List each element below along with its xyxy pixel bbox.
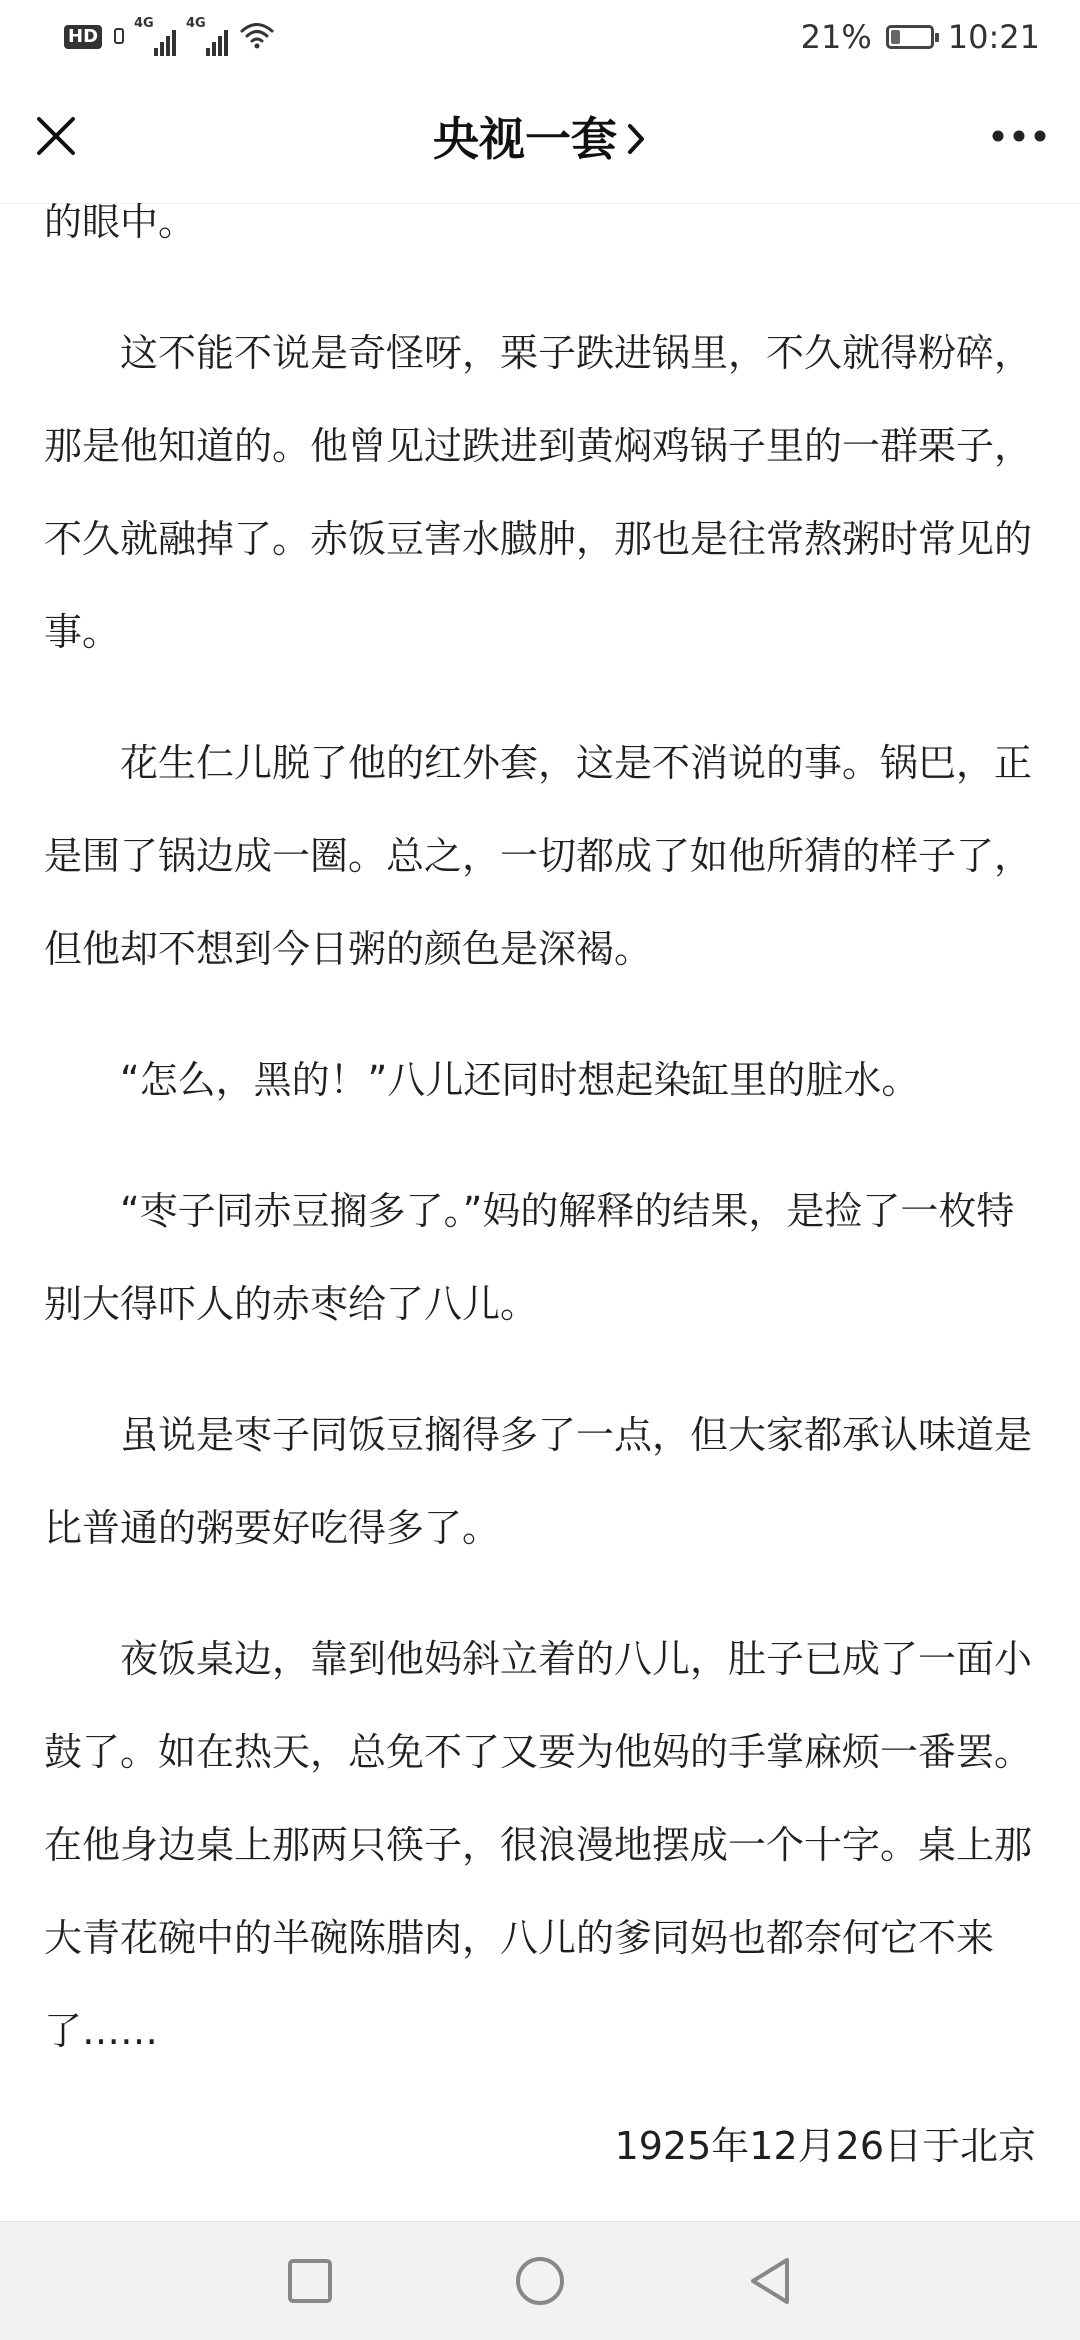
home-button[interactable]	[510, 2251, 570, 2311]
battery-percent: 21%	[800, 18, 872, 56]
triangle-back-icon	[747, 2256, 793, 2306]
network-label-2: 4G	[186, 16, 206, 31]
article-paragraph: 的眼中。	[44, 200, 197, 244]
close-icon	[35, 115, 77, 157]
account-title-link[interactable]	[433, 104, 647, 174]
square-icon	[287, 2258, 333, 2304]
signal-icon-2	[188, 18, 228, 56]
clock: 10:21	[947, 18, 1040, 56]
article-paragraph: 这不能不说是奇怪呀，栗子跌进锅里，不久就得粉碎，那是他知道的。他曾见过跌进到黄焖鸡锅子里的一群栗子，不久就融掉了。赤饭豆害水臌肿，那也是往常熬粥时常见的事。	[44, 331, 1033, 654]
account-title: 央视一套	[433, 112, 617, 166]
close-button[interactable]	[26, 106, 86, 166]
back-button[interactable]	[740, 2251, 800, 2311]
status-bar	[0, 0, 1080, 74]
article-paragraph: “枣子同赤豆搁多了。”妈的解释的结果，是捡了一枚特别大得吓人的赤枣给了八儿。	[44, 1189, 1015, 1326]
more-dots-icon	[991, 129, 1047, 143]
system-nav-bar	[0, 2221, 1080, 2340]
sim-icon	[114, 26, 124, 48]
battery-fill	[891, 30, 900, 44]
network-label-1: 4G	[134, 16, 154, 31]
recent-apps-button[interactable]	[280, 2251, 340, 2311]
article-paragraph: “怎么，黑的！”八儿还同时想起染缸里的脏水。	[120, 1058, 920, 1102]
chevron-right-icon	[625, 121, 647, 157]
wifi-icon	[240, 21, 274, 53]
battery-icon	[886, 25, 934, 49]
article-paragraph: 虽说是枣子同饭豆搁得多了一点，但大家都承认味道是比普通的粥要好吃得多了。	[44, 1413, 1033, 1550]
hd-badge: HD	[64, 25, 102, 49]
circle-icon	[514, 2255, 566, 2307]
more-button[interactable]	[984, 106, 1054, 166]
signal-icon-1	[136, 18, 176, 56]
status-right	[801, 18, 1040, 56]
status-left	[64, 18, 274, 56]
article-paragraph: 花生仁儿脱了他的红外套，这是不消说的事。锅巴，正是围了锅边成一圈。总之，一切都成了如他所猜的样子了，但他却不想到今日粥的颜色是深褐。	[44, 741, 1033, 971]
title-wrap	[0, 104, 1080, 174]
article-body	[44, 200, 1036, 2186]
article-dateline: 1925年12月26日于北京	[614, 2124, 1036, 2168]
article-paragraph: 夜饭桌边，靠到他妈斜立着的八儿，肚子已成了一面小鼓了。如在热天，总免不了又要为他妈的手掌麻烦一番罢。在他身边桌上那两只筷子，很浪漫地摆成一个十字。桌上那大青花碗中的半碗陈腊肉，八儿的爹同妈也都奈何它不来了……	[44, 1637, 1033, 2053]
